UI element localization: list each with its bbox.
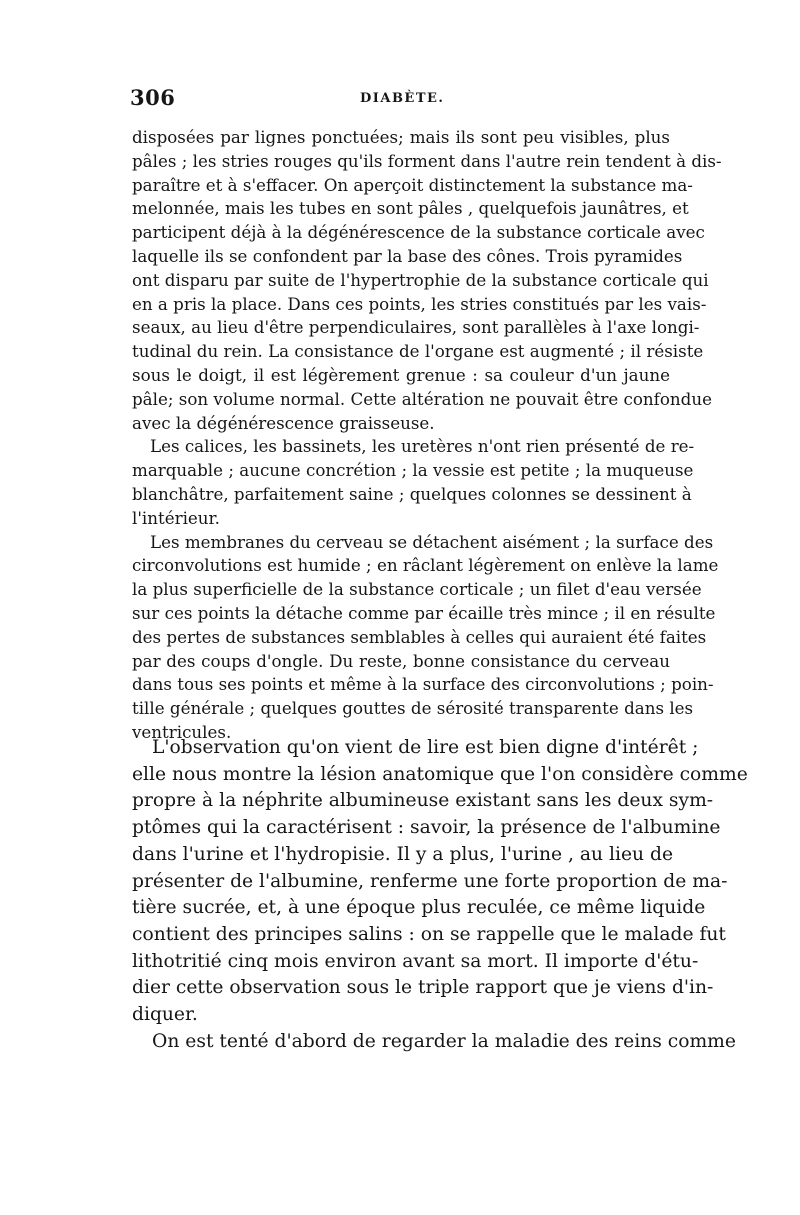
text-line: par des coups d'ongle. Du reste, bonne consistance du cerveau [132, 650, 670, 671]
text-line: dans tous ses points et même à la surface des circonvolutions ; poin- [132, 674, 714, 695]
case-observation-text [132, 126, 722, 745]
text-line: ont disparu par suite de l'hypertrophie de la substance corticale qui [132, 269, 709, 290]
text-line: tière sucrée, et, à une époque plus reculée, ce même liquide [132, 897, 706, 919]
text-line: ptômes qui la caractérisent : savoir, la présence de l'albumine [132, 817, 721, 839]
text-line: lithotritié cinq mois environ avant sa mort. Il importe d'étu- [132, 950, 699, 972]
text-line: l'intérieur. [132, 507, 220, 528]
text-line: pâles ; les stries rouges qu'ils forment dans l'autre rein tendent à dis- [132, 150, 722, 171]
text-line: la plus superficielle de la substance corticale ; un filet d'eau versée [132, 579, 702, 600]
text-line: ventricules. [132, 721, 232, 742]
text-line: avec la dégénérescence graisseuse. [132, 412, 435, 433]
text-line: disposées par lignes ponctuées; mais ils sont peu visibles, plus [132, 127, 670, 147]
text-line: marquable ; aucune concrétion ; la vessie est petite ; la muqueuse [132, 460, 694, 481]
page-number: 306 [130, 85, 176, 110]
text-line: en a pris la place. Dans ces points, les stries constitués par les vais- [132, 293, 707, 314]
text-line: sur ces points la détache comme par écaille très mince ; il en résulte [132, 602, 716, 623]
text-line: tille générale ; quelques gouttes de sérosité transparente dans les [132, 698, 694, 719]
text-line: blanchâtre, parfaitement saine ; quelques colonnes se dessinent à [132, 483, 692, 504]
text-line: melonnée, mais les tubes en sont pâles , quelquefois jaunâtres, et [132, 198, 689, 219]
text-line: pâle; son volume normal. Cette altération ne pouvait être confondue [132, 388, 712, 409]
text-line: tudinal du rein. La consistance de l'organe est augmenté ; il résiste [132, 341, 704, 362]
text-line: seaux, au lieu d'être perpendiculaires, sont parallèles à l'axe longi- [132, 317, 700, 338]
text-line: On est tenté d'abord de regarder la maladie des reins comme [152, 1030, 736, 1052]
text-line: propre à la néphrite albumineuse existant sans les deux sym- [132, 790, 714, 812]
text-line: Les calices, les bassinets, les uretères n'ont rien présenté de re- [150, 436, 695, 457]
text-line: participent déjà à la dégénérescence de la substance corticale avec [132, 222, 705, 243]
text-line: elle nous montre la lésion anatomique que l'on considère comme [132, 763, 748, 785]
text-line: diquer. [132, 1004, 198, 1026]
text-line: paraître et à s'effacer. On aperçoit distinctement la substance ma- [132, 174, 693, 195]
text-line: dans l'urine et l'hydropisie. Il y a plus, l'urine , au lieu de [132, 843, 673, 865]
text-line: L'observation qu'on vient de lire est bien digne d'intérêt ; [152, 737, 699, 758]
commentary-text [132, 735, 748, 1055]
running-title: DIABÈTE. [360, 91, 445, 106]
text-line: contient des principes salins : on se rappelle que le malade fut [132, 923, 726, 945]
running-head [130, 85, 670, 111]
text-line: des pertes de substances semblables à celles qui auraient été faites [132, 626, 707, 647]
text-line: laquelle ils se confondent par la base des cônes. Trois pyramides [132, 245, 683, 266]
text-line: présenter de l'albumine, renferme une forte proportion de ma- [132, 870, 728, 892]
text-line: Les membranes du cerveau se détachent aisément ; la surface des [150, 531, 714, 552]
text-line: dier cette observation sous le triple rapport que je viens d'in- [132, 977, 714, 999]
text-line: circonvolutions est humide ; en râclant légèrement on enlève la lame [132, 555, 719, 576]
text-line: sous le doigt, il est légèrement grenue : sa couleur d'un jaune [132, 364, 670, 385]
